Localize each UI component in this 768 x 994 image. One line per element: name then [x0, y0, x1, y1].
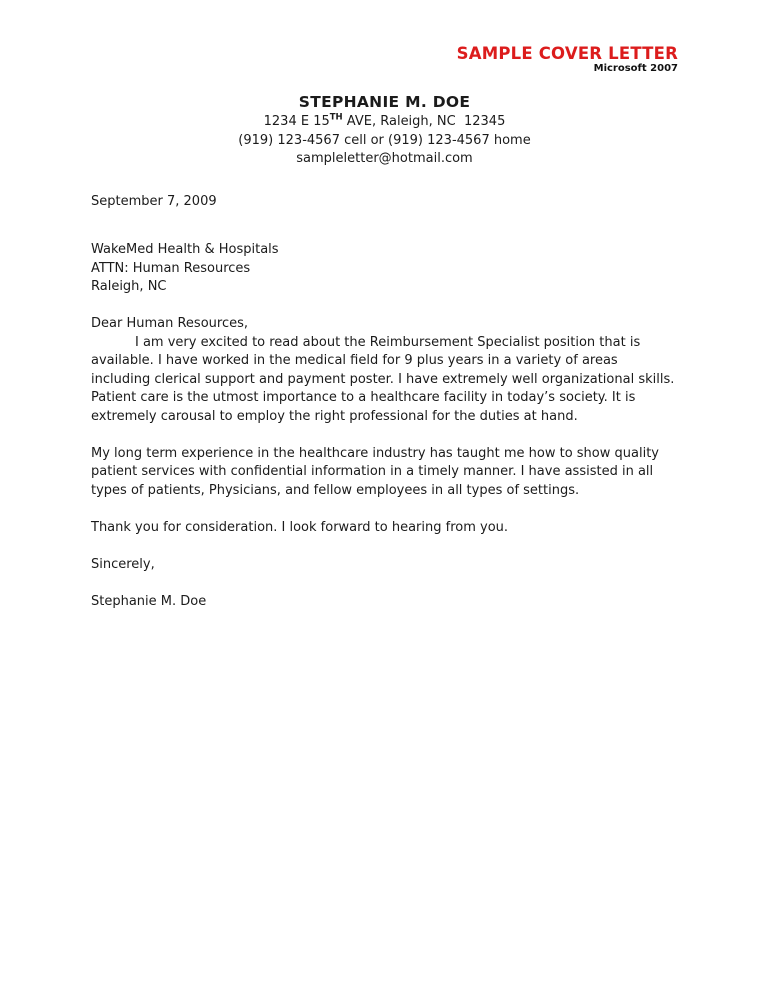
body-paragraph-3: Thank you for consideration. I look forward to hearing from you. — [91, 519, 509, 535]
salutation: Dear Human Resources, — [91, 316, 248, 331]
sender-address-prefix: 1234 E 15 — [263, 114, 330, 129]
microsoft-version-label: Microsoft 2007 — [593, 63, 678, 74]
sender-email: sampleletter@hotmail.com — [296, 151, 473, 166]
recipient-attn-line: ATTN: Human Resources — [91, 260, 251, 276]
closing: Sincerely, — [91, 556, 155, 572]
sender-phone: (919) 123-4567 cell or (919) 123-4567 home — [238, 132, 531, 148]
body-paragraph-1: I am very excited to read about the Reimbursement Specialist position that is available. I have worked in the medical field for 9 plus years in a variety of areas including clerical support and payment poster. I have extremely well organizational skills. Patient care is the utmost importance to a healthcare facility in today’s society. It is extremely carousal to employ the right professional for the duties at hand. — [91, 334, 675, 424]
sample-cover-letter-title: SAMPLE COVER LETTER — [456, 44, 678, 63]
document-header — [91, 44, 678, 75]
recipient-city-line: Raleigh, NC — [91, 279, 167, 294]
sender-address — [91, 113, 678, 132]
body-paragraph-2: My long term experience in the healthcare industry has taught me how to show quality patient services with confidential information in a timely manner. I have assisted in all types of patients, Physicians, and fellow employees in all types of settings. — [91, 445, 659, 498]
recipient-organization: WakeMed Health & Hospitals — [91, 242, 279, 257]
sender-name: STEPHANIE M. DOE — [298, 93, 471, 111]
sender-address-suffix: AVE, Raleigh, NC 12345 — [342, 114, 506, 129]
letterhead — [91, 92, 678, 169]
sender-address-ordinal: TH — [329, 112, 343, 123]
letter-date: September 7, 2009 — [91, 193, 217, 209]
recipient-block — [91, 241, 678, 297]
signature-name: Stephanie M. Doe — [91, 593, 207, 609]
